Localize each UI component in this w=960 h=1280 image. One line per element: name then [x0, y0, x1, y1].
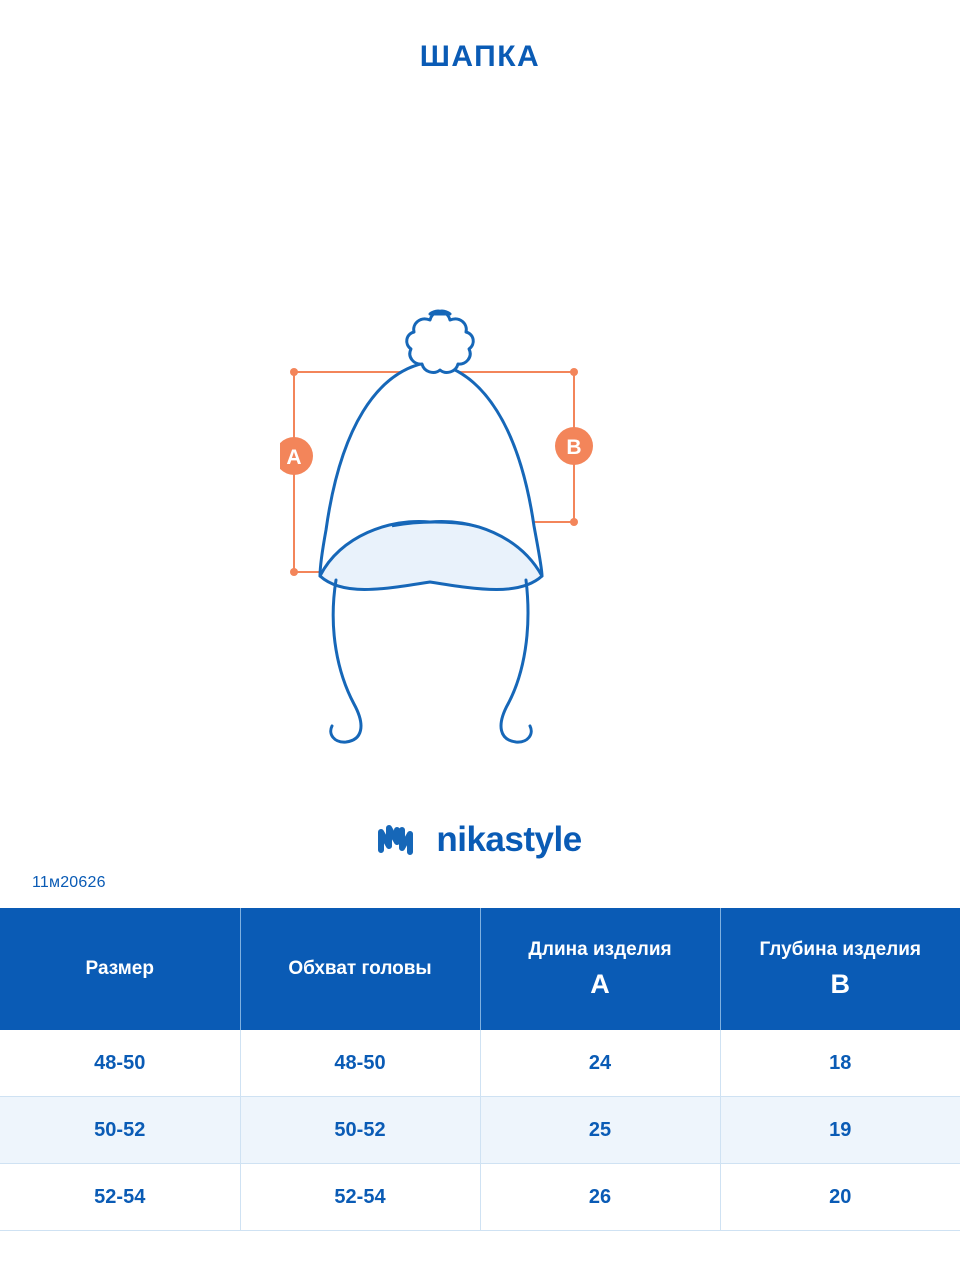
cell-product-depth: 20 [720, 1164, 960, 1231]
cell-product-depth: 18 [720, 1030, 960, 1097]
cell-product-depth: 19 [720, 1097, 960, 1164]
size-table [0, 908, 960, 1231]
size-table-wrapper [0, 908, 960, 1231]
brand-lockup [0, 822, 960, 857]
column-header-product-length [480, 908, 720, 1030]
table-row [0, 1164, 960, 1231]
column-header-label: Глубина изделия [759, 938, 922, 960]
column-header-head-circumference [240, 908, 480, 1030]
cell-size: 48-50 [0, 1030, 240, 1097]
column-header-size [0, 908, 240, 1030]
column-header-label: Обхват головы [288, 958, 432, 979]
pompom-icon [407, 311, 474, 372]
cell-head-circumference: 52-54 [240, 1164, 480, 1231]
table-row [0, 1097, 960, 1164]
cell-head-circumference: 50-52 [240, 1097, 480, 1164]
marker-a [280, 437, 313, 475]
page-title: ШАПКА [419, 40, 541, 73]
hat-technical-drawing-svg [280, 290, 680, 770]
column-header-product-depth [720, 908, 960, 1030]
cell-size: 52-54 [0, 1164, 240, 1231]
marker-b [555, 427, 593, 465]
marker-a-label: A [286, 446, 302, 469]
hat-outline [320, 311, 542, 742]
cell-product-length: 26 [480, 1164, 720, 1231]
article-code: 11м20626 [32, 874, 106, 891]
hat-illustration [0, 290, 960, 780]
table-row [0, 1030, 960, 1097]
cell-product-length: 24 [480, 1030, 720, 1097]
cell-size: 50-52 [0, 1097, 240, 1164]
cell-head-circumference: 48-50 [240, 1030, 480, 1097]
brand-name: nikastyle [436, 820, 582, 859]
column-header-label: Длина изделия [528, 938, 672, 960]
cell-product-length: 25 [480, 1097, 720, 1164]
table-header-row [0, 908, 960, 1030]
marker-b-label: B [566, 436, 582, 459]
column-header-marker: B [830, 968, 850, 999]
nikastyle-logo-icon [378, 824, 422, 856]
column-header-label: Размер [85, 958, 154, 979]
column-header-marker: A [590, 968, 610, 999]
